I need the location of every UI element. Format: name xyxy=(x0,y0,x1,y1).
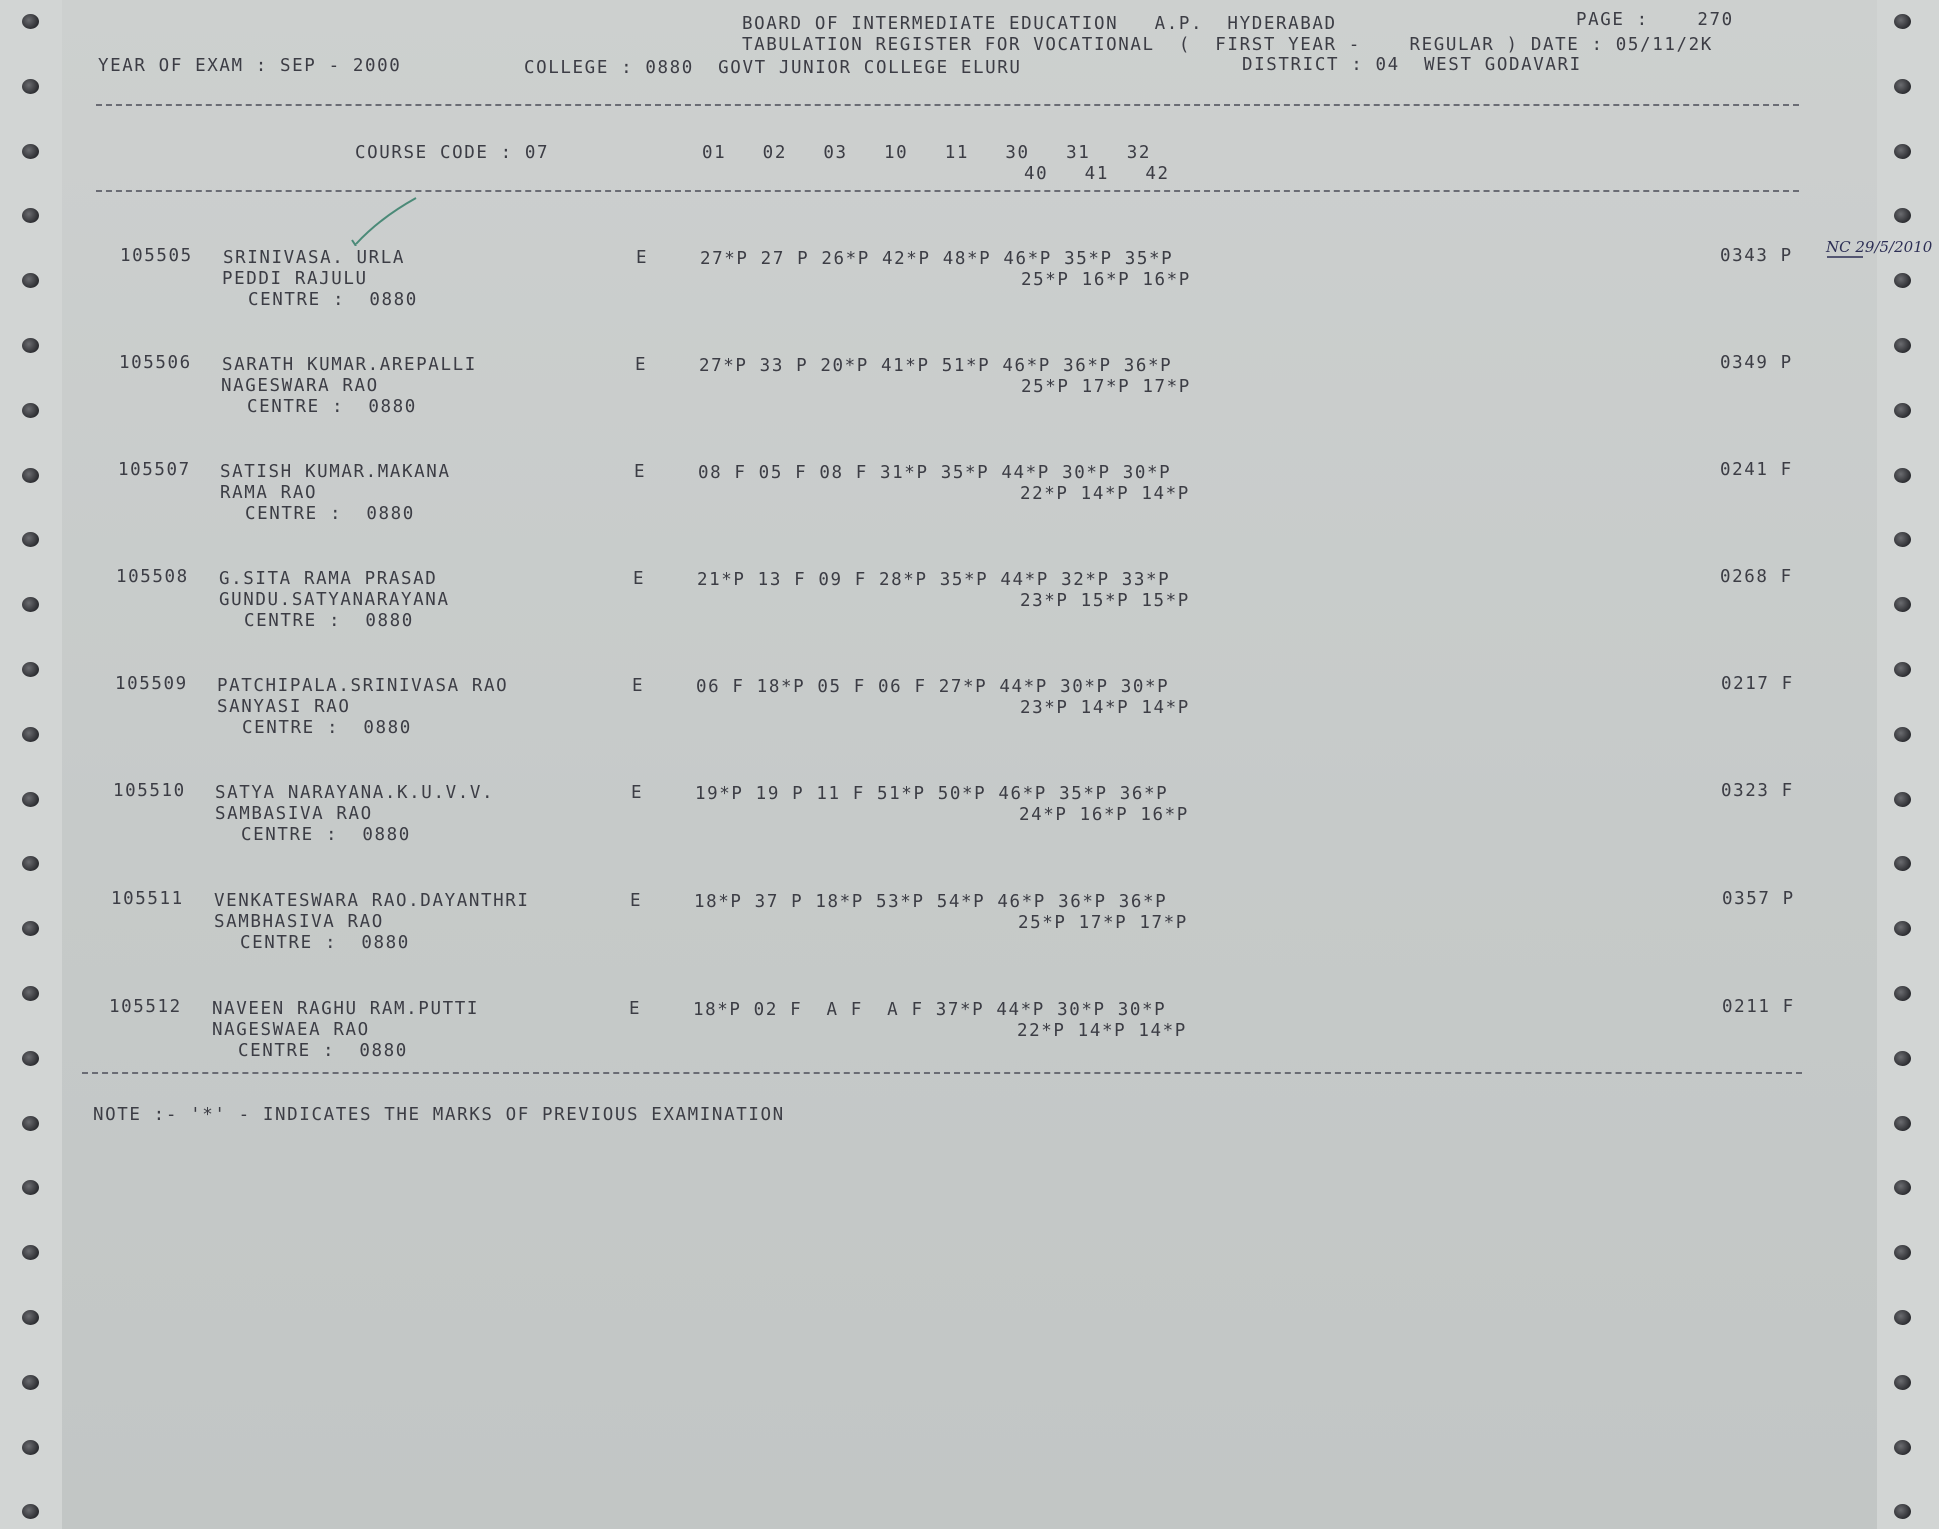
student-name: SATYA NARAYANA.K.U.V.V. xyxy=(215,783,495,803)
student-name: SARATH KUMAR.AREPALLI xyxy=(222,355,477,375)
medium: E xyxy=(631,783,644,803)
marks-row1: 18*P 37 P 18*P 53*P 54*P 46*P 36*P 36*P xyxy=(694,892,1168,912)
father-name: SANYASI RAO xyxy=(217,697,351,717)
left-feed-hole xyxy=(22,1440,39,1455)
student-name: NAVEEN RAGHU RAM.PUTTI xyxy=(212,999,479,1019)
total-result: 0323 F xyxy=(1721,781,1794,801)
checkmark-icon xyxy=(350,196,420,246)
marks-row1: 19*P 19 P 11 F 51*P 50*P 46*P 35*P 36*P xyxy=(695,784,1169,804)
medium: E xyxy=(629,999,642,1019)
right-feed-hole xyxy=(1894,79,1911,94)
left-feed-hole xyxy=(22,403,39,418)
medium: E xyxy=(634,462,647,482)
left-feed-hole xyxy=(22,338,39,353)
marks-row2: 22*P 14*P 14*P xyxy=(1020,484,1190,504)
marks-row1: 27*P 33 P 20*P 41*P 51*P 46*P 36*P 36*P xyxy=(699,356,1173,376)
total-result: 0217 F xyxy=(1721,674,1794,694)
hall-ticket-number: 105507 xyxy=(118,460,191,480)
centre-code: CENTRE : 0880 xyxy=(241,825,411,845)
right-feed-hole xyxy=(1894,1440,1911,1455)
left-feed-hole xyxy=(22,1051,39,1066)
left-tractor-strip xyxy=(0,0,62,1529)
father-name: NAGESWARA RAO xyxy=(221,376,379,396)
total-result: 0343 P xyxy=(1720,246,1793,266)
left-feed-hole xyxy=(22,1310,39,1325)
left-feed-hole xyxy=(22,79,39,94)
marks-row1: 18*P 02 F A F A F 37*P 44*P 30*P 30*P xyxy=(693,1000,1167,1020)
page-number: PAGE : 270 xyxy=(1576,10,1734,30)
district-info: DISTRICT : 04 WEST GODAVARI xyxy=(1242,55,1582,75)
father-name: RAMA RAO xyxy=(220,483,318,503)
centre-code: CENTRE : 0880 xyxy=(245,504,415,524)
student-name: VENKATESWARA RAO.DAYANTHRI xyxy=(214,891,530,911)
column-divider xyxy=(96,190,1799,192)
medium: E xyxy=(635,355,648,375)
total-result: 0357 P xyxy=(1722,889,1795,909)
student-name: PATCHIPALA.SRINIVASA RAO xyxy=(217,676,509,696)
marks-row1: 08 F 05 F 08 F 31*P 35*P 44*P 30*P 30*P xyxy=(698,463,1172,483)
right-feed-hole xyxy=(1894,403,1911,418)
hall-ticket-number: 105509 xyxy=(115,674,188,694)
left-feed-hole xyxy=(22,1375,39,1390)
marks-row2: 25*P 16*P 16*P xyxy=(1021,270,1191,290)
right-tractor-strip xyxy=(1877,0,1939,1529)
marks-row1: 27*P 27 P 26*P 42*P 48*P 46*P 35*P 35*P xyxy=(700,249,1174,269)
centre-code: CENTRE : 0880 xyxy=(247,397,417,417)
hall-ticket-number: 105506 xyxy=(119,353,192,373)
right-feed-hole xyxy=(1894,662,1911,677)
marks-row2: 23*P 14*P 14*P xyxy=(1020,698,1190,718)
father-name: GUNDU.SATYANARAYANA xyxy=(219,590,450,610)
right-feed-hole xyxy=(1894,1051,1911,1066)
medium: E xyxy=(633,569,646,589)
footer-divider xyxy=(82,1072,1802,1074)
register-title: TABULATION REGISTER FOR VOCATIONAL ( FIRST YEAR - REGULAR ) DATE : 05/11/2K xyxy=(742,35,1713,55)
marks-row1: 21*P 13 F 09 F 28*P 35*P 44*P 32*P 33*P xyxy=(697,570,1171,590)
course-code: COURSE CODE : 07 xyxy=(355,143,550,163)
hall-ticket-number: 105505 xyxy=(120,246,193,266)
centre-code: CENTRE : 0880 xyxy=(244,611,414,631)
subject-codes-row1: 01 02 03 10 11 30 31 32 xyxy=(702,143,1152,163)
hall-ticket-number: 105511 xyxy=(111,889,184,909)
left-feed-hole xyxy=(22,986,39,1001)
handwritten-underline xyxy=(1826,255,1864,259)
board-title: BOARD OF INTERMEDIATE EDUCATION A.P. HYDERABAD xyxy=(742,14,1337,34)
student-name: SRINIVASA. URLA xyxy=(223,248,406,268)
marks-row2: 22*P 14*P 14*P xyxy=(1017,1021,1187,1041)
student-name: G.SITA RAMA PRASAD xyxy=(219,569,438,589)
left-feed-hole xyxy=(22,727,39,742)
right-feed-hole xyxy=(1894,727,1911,742)
marks-row2: 25*P 17*P 17*P xyxy=(1018,913,1188,933)
hall-ticket-number: 105510 xyxy=(113,781,186,801)
centre-code: CENTRE : 0880 xyxy=(240,933,410,953)
subject-codes-row2: 40 41 42 xyxy=(1024,164,1170,184)
hall-ticket-number: 105512 xyxy=(109,997,182,1017)
father-name: PEDDI RAJULU xyxy=(222,269,368,289)
right-feed-hole xyxy=(1894,1116,1911,1131)
right-feed-hole xyxy=(1894,1310,1911,1325)
right-feed-hole xyxy=(1894,14,1911,29)
right-feed-hole xyxy=(1894,986,1911,1001)
student-name: SATISH KUMAR.MAKANA xyxy=(220,462,451,482)
hall-ticket-number: 105508 xyxy=(116,567,189,587)
year-of-exam: YEAR OF EXAM : SEP - 2000 xyxy=(98,56,402,76)
left-feed-hole xyxy=(22,468,39,483)
centre-code: CENTRE : 0880 xyxy=(238,1041,408,1061)
left-feed-hole xyxy=(22,144,39,159)
total-result: 0268 F xyxy=(1720,567,1793,587)
total-result: 0349 P xyxy=(1720,353,1793,373)
father-name: SAMBHASIVA RAO xyxy=(214,912,384,932)
handwritten-initials: NC 29/5/2010 xyxy=(1826,238,1933,256)
father-name: SAMBASIVA RAO xyxy=(215,804,373,824)
medium: E xyxy=(630,891,643,911)
right-feed-hole xyxy=(1894,338,1911,353)
left-feed-hole xyxy=(22,1116,39,1131)
right-feed-hole xyxy=(1894,144,1911,159)
header-divider xyxy=(96,104,1799,106)
left-feed-hole xyxy=(22,662,39,677)
left-feed-hole xyxy=(22,14,39,29)
right-feed-hole xyxy=(1894,1375,1911,1390)
total-result: 0211 F xyxy=(1722,997,1795,1017)
marks-row2: 25*P 17*P 17*P xyxy=(1021,377,1191,397)
left-feed-hole xyxy=(22,792,39,807)
right-feed-hole xyxy=(1894,792,1911,807)
marks-row2: 24*P 16*P 16*P xyxy=(1019,805,1189,825)
marks-row1: 06 F 18*P 05 F 06 F 27*P 44*P 30*P 30*P xyxy=(696,677,1170,697)
footnote: NOTE :- '*' - INDICATES THE MARKS OF PREVIOUS EXAMINATION xyxy=(93,1105,785,1125)
total-result: 0241 F xyxy=(1720,460,1793,480)
centre-code: CENTRE : 0880 xyxy=(242,718,412,738)
centre-code: CENTRE : 0880 xyxy=(248,290,418,310)
medium: E xyxy=(632,676,645,696)
father-name: NAGESWAEA RAO xyxy=(212,1020,370,1040)
marks-row2: 23*P 15*P 15*P xyxy=(1020,591,1190,611)
right-feed-hole xyxy=(1894,468,1911,483)
medium: E xyxy=(636,248,649,268)
college-info: COLLEGE : 0880 GOVT JUNIOR COLLEGE ELURU xyxy=(524,58,1022,78)
